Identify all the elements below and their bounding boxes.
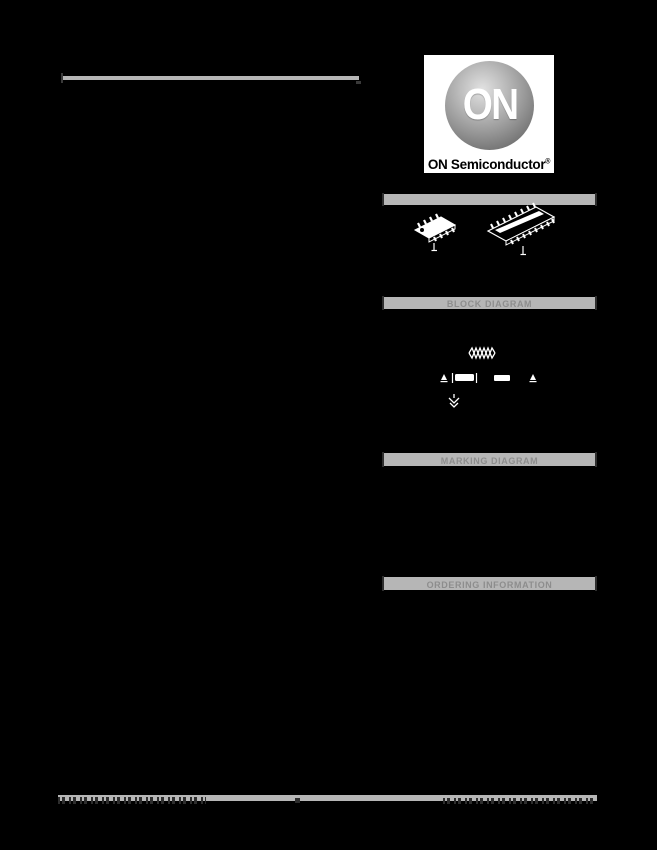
footer-copyright-text-marks bbox=[58, 797, 206, 804]
section-bar-block-diagram bbox=[383, 297, 596, 309]
footer-publication-text-marks bbox=[443, 798, 597, 804]
section-bar-marking-diagram bbox=[383, 453, 596, 466]
on-logo-text: ON bbox=[462, 79, 517, 129]
block-right bbox=[494, 375, 510, 381]
soic8-leader-mark bbox=[432, 243, 438, 251]
output-arrow-icon bbox=[530, 374, 537, 382]
registered-mark: ® bbox=[545, 158, 551, 166]
rule-end-mark bbox=[356, 81, 361, 84]
ground-icon bbox=[449, 394, 459, 407]
soic-16-package-icon bbox=[483, 198, 563, 260]
footer-rule bbox=[58, 795, 597, 801]
footer-center-text-mark bbox=[295, 798, 300, 803]
resistor-icon bbox=[469, 348, 495, 358]
soic16-leader-mark bbox=[521, 246, 527, 255]
soic-8-package-icon bbox=[408, 208, 466, 256]
rule-left-tick bbox=[61, 73, 63, 83]
section-bar-ordering-information bbox=[383, 577, 596, 590]
section-bar-label: BLOCK DIAGRAM bbox=[446, 299, 533, 309]
title-underline-rule bbox=[62, 76, 359, 80]
input-arrow-icon bbox=[441, 374, 448, 382]
block-left bbox=[453, 373, 477, 383]
on-semiconductor-logo bbox=[424, 55, 554, 173]
block-diagram bbox=[430, 340, 545, 415]
section-bar-label: MARKING DIAGRAM bbox=[440, 455, 539, 466]
section-bar-label: ORDERING INFORMATION bbox=[426, 579, 553, 590]
logo-caption bbox=[424, 157, 554, 172]
logo-caption-text: ON Semiconductor bbox=[427, 157, 546, 172]
on-logo-sphere-icon bbox=[445, 61, 534, 150]
soic8-pin1-dot bbox=[420, 228, 424, 232]
